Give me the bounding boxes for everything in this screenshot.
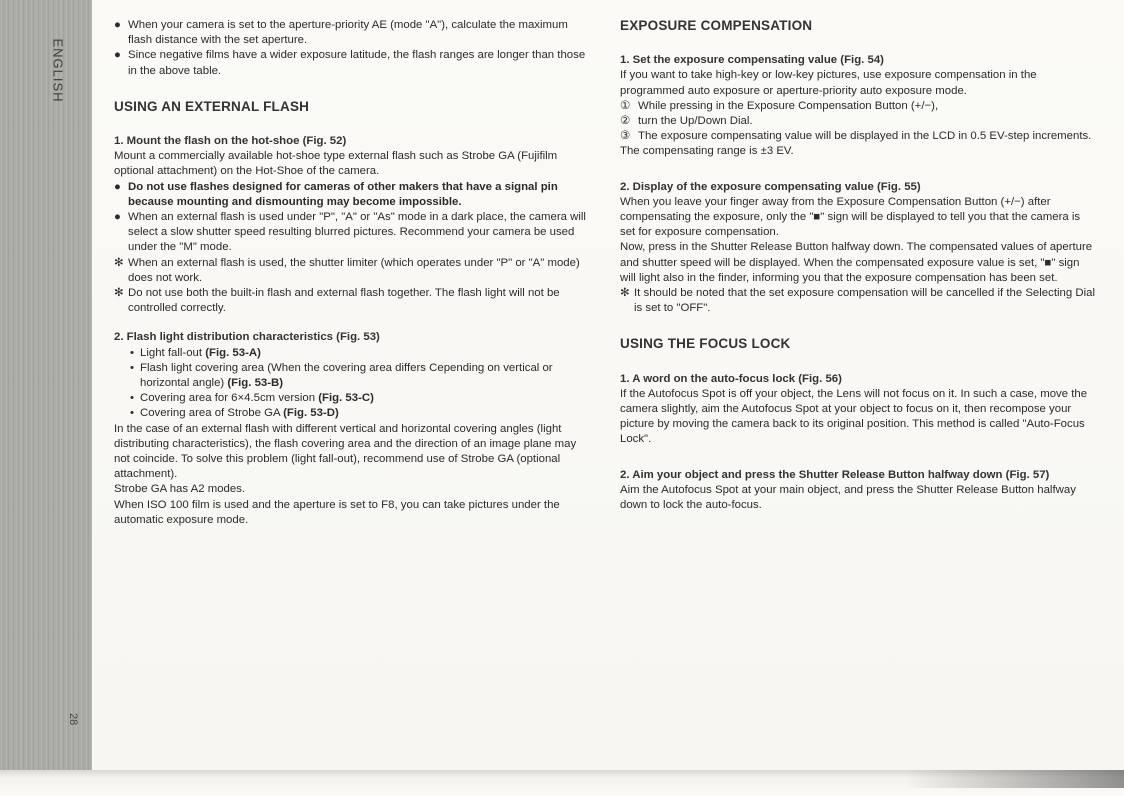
note-item: ✻ Do not use both the built-in flash and external flash together. The flash light will not be controlled correctly. xyxy=(114,287,560,315)
numbered-step: ① While pressing in the Exposure Compensation Button (+/−), xyxy=(620,99,1098,114)
step-body: Aim the Autofocus Spot at your main object, and press the Shutter Release Button halfway down to lock the auto-focus. xyxy=(620,483,1076,512)
asterisk-icon: ✻ xyxy=(114,287,124,300)
bullet-dot-icon: ● xyxy=(114,19,121,31)
list-item: • Covering area for 6×4.5cm version (Fig. 53-C) xyxy=(114,391,588,406)
small-bullet-icon: • xyxy=(130,346,134,359)
intro-bullet: ● When your camera is set to the aperture-priority AE (mode "A"), calculate the maximum flash distance with the set aperture. xyxy=(114,19,568,47)
step-title: 2. Display of the exposure compensating value (Fig. 55) xyxy=(620,180,921,193)
asterisk-icon: ✻ xyxy=(620,287,630,300)
section-heading-exposure: EXPOSURE COMPENSATION xyxy=(620,18,813,33)
step-number: ② xyxy=(620,115,631,128)
step-number: ① xyxy=(620,99,631,112)
bullet-dot-icon: ● xyxy=(114,180,121,193)
step-title: 1. Mount the flash on the hot-shoe (Fig. 52) xyxy=(114,135,347,148)
modes-text: Strobe GA has A2 modes. xyxy=(114,483,246,496)
list-item: • Covering area of Strobe GA (Fig. 53-D) xyxy=(114,406,588,421)
list-item: • Light fall-out (Fig. 53-A) xyxy=(114,346,588,361)
small-bullet-icon: • xyxy=(130,407,134,420)
small-bullet-icon: • xyxy=(130,392,134,405)
numbered-step: ③ The exposure compensating value will be displayed in the LCD in 0.5 EV-step increments. xyxy=(620,129,1098,144)
asterisk-icon: ✻ xyxy=(114,256,124,269)
step-body: When you leave your finger away from the Exposure Compensation Button (+/−) after compensating the exposure, only the "■" sign will be displayed to tell you that the camera is set for exposure compensation. xyxy=(620,195,1081,239)
step-body: Now, press in the Shutter Release Button halfway down. The compensated values of aperture and shutter speed will be displayed. When the compensated exposure value is set, "■" sign will light also in the finder, informing you that the exposure compensation has been set. xyxy=(620,241,1093,284)
step-body: In the case of an external flash with different vertical and horizontal covering angles (light distributing characteristics), the flash covering area and the direction of an image plane may not coincide. To solve this problem (light fall-out), recommend use of Strobe GA (optional attachment). xyxy=(114,422,577,481)
step-body: If the Autofocus Spot is off your object, the Lens will not focus on it. In such a case, move the camera slightly, aim the Autofocus Spot at your object to focus on it, then recompose your picture by moving the camera back to its original position. This method is called "Auto-Focus Lock". xyxy=(620,387,1088,446)
bullet-dot-icon: ● xyxy=(114,211,121,224)
note-item: ✻ When an external flash is used, the shutter limiter (which operates under "P" or "A" mode) does not work. xyxy=(114,256,580,284)
language-tab xyxy=(36,10,80,130)
warning-bullet: ● Do not use flashes designed for cameras of other makers that have a signal pin because mounting and dismounting may become impossible. xyxy=(114,180,558,208)
step-title: 1. A word on the auto-focus lock (Fig. 56) xyxy=(620,372,842,385)
small-bullet-icon: • xyxy=(130,361,134,374)
step-title: 1. Set the exposure compensating value (Fig. 54) xyxy=(620,54,884,67)
sidebar-stripe xyxy=(0,0,92,770)
list-item: • Flash light covering area (When the covering area differs Cepending on vertical or horizontal angle) (Fig. 53-B) xyxy=(130,361,553,390)
language-label: ENGLISH xyxy=(50,37,66,103)
step-title: 2. Aim your object and press the Shutter Release Button halfway down (Fig. 57) xyxy=(620,468,1050,481)
section-heading-external-flash: USING AN EXTERNAL FLASH xyxy=(114,98,310,114)
note-item: ✻ It should be noted that the set exposure compensation will be cancelled if the Selecting Dial is set to "OFF". xyxy=(620,287,1095,315)
step-body: Mount a commercially available hot-shoe type external flash such as Strobe GA (Fujifilm optional attachment) on the Hot-Shoe of the camera. xyxy=(114,150,558,178)
numbered-step: ② turn the Up/Down Dial. xyxy=(620,114,1098,129)
step-title: 2. Flash light distribution characteristics (Fig. 53) xyxy=(114,331,380,344)
page-number: 28 xyxy=(67,713,79,726)
page-bottom-edge xyxy=(0,770,1124,796)
section-heading-focus-lock: USING THE FOCUS LOCK xyxy=(620,336,791,352)
range-text: The compensating range is ±3 EV. xyxy=(620,145,794,158)
left-column xyxy=(114,18,588,528)
right-column xyxy=(620,18,1098,513)
step-number: ③ xyxy=(620,130,631,143)
iso-note: When ISO 100 film is used and the aperture is set to F8, you can take pictures under the automatic exposure mode. xyxy=(114,498,560,526)
info-bullet: ● When an external flash is used under "P", "A" or "As" mode in a dark place, the camera will select a slow shutter speed resulting blurred pictures. Recommend your camera be used under the "M" mode. xyxy=(114,211,586,254)
bullet-dot-icon: ● xyxy=(114,49,121,62)
step-body: If you want to take high-key or low-key pictures, use exposure compensation in the programmed auto exposure or aperture-priority auto exposure mode. xyxy=(620,69,1037,97)
intro-bullet: ● Since negative films have a wider exposure latitude, the flash ranges are longer than those in the above table. xyxy=(114,49,586,77)
